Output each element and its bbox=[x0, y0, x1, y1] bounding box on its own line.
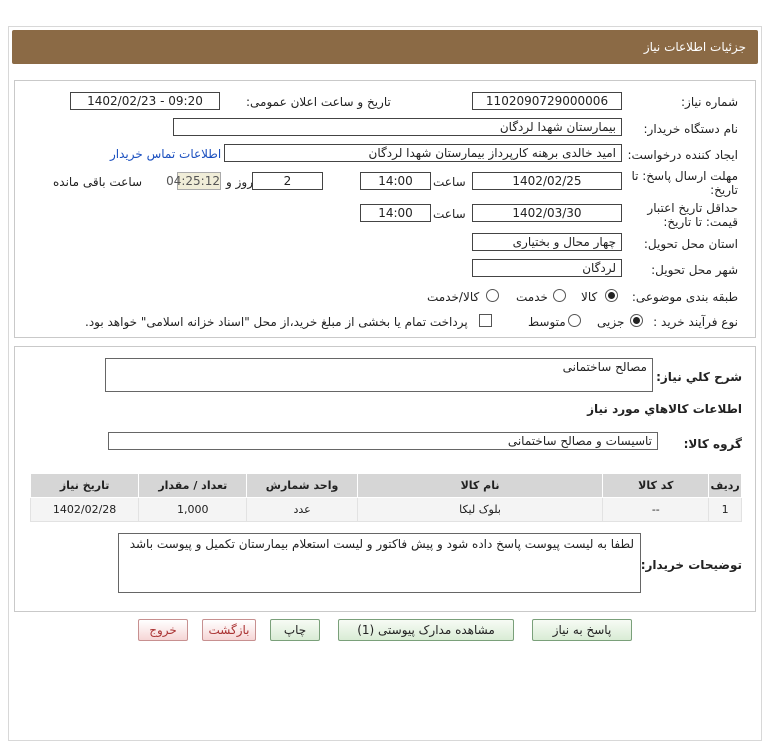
process-radio-medium[interactable] bbox=[568, 314, 581, 327]
reply-button[interactable]: پاسخ به نیاز bbox=[532, 619, 632, 641]
deadline-date-field: 1402/02/25 bbox=[472, 172, 622, 190]
validity-label-2: قیمت: تا تاریخ: bbox=[663, 215, 738, 229]
page-title: جزئیات اطلاعات نیاز bbox=[643, 40, 746, 54]
days-field: 2 bbox=[252, 172, 323, 190]
category-radio-service[interactable] bbox=[553, 289, 566, 302]
remaining-label: ساعت باقی مانده bbox=[53, 175, 143, 189]
process-option-medium: متوسط bbox=[528, 315, 566, 329]
buyer-org-field: بیمارستان شهدا لردگان bbox=[173, 118, 622, 136]
goods-group-field: تاسیسات و مصالح ساختمانی bbox=[108, 432, 658, 450]
need-description-label: شرح کلي نیاز: bbox=[656, 370, 742, 384]
category-radio-goods-service[interactable] bbox=[486, 289, 499, 302]
deadline-label-2: تاریخ: bbox=[710, 183, 738, 197]
buyer-notes-field: لطفا به لیست پیوست پاسخ داده شود و پیش فاکتور و لیست استعلام بیمارستان تکمیل و پیوست باشد bbox=[118, 533, 641, 593]
process-label: نوع فرآیند خرید : bbox=[653, 315, 738, 329]
validity-date-field: 1402/03/30 bbox=[472, 204, 622, 222]
col-unit: واحد شمارش bbox=[247, 474, 357, 498]
deadline-time-field: 14:00 bbox=[360, 172, 431, 190]
goods-group-label: گروه کالا: bbox=[683, 437, 742, 451]
remaining-time-field: 04:25:12 bbox=[166, 174, 220, 188]
col-qty: تعداد / مقدار bbox=[139, 474, 247, 498]
city-label: شهر محل تحویل: bbox=[651, 263, 738, 277]
buyer-org-label: نام دستگاه خریدار: bbox=[643, 122, 738, 136]
category-option-goods: کالا bbox=[581, 290, 598, 304]
cell-date: 1402/02/28 bbox=[31, 498, 139, 522]
cell-code: -- bbox=[603, 498, 709, 522]
days-label: روز و bbox=[226, 175, 253, 189]
exit-button[interactable]: خروج bbox=[138, 619, 188, 641]
cell-name: بلوک لیکا bbox=[357, 498, 603, 522]
need-number-label: شماره نیاز: bbox=[681, 95, 738, 109]
cell-row: 1 bbox=[709, 498, 742, 522]
attachments-button[interactable]: مشاهده مدارک پیوستی (1) bbox=[338, 619, 514, 641]
goods-info-title: اطلاعات کالاهاي مورد نیاز bbox=[587, 402, 742, 416]
creator-label: ایجاد کننده درخواست: bbox=[627, 148, 738, 162]
need-number-field: 1102090729000006 bbox=[472, 92, 622, 110]
creator-field: امید خالدی برهنه کارپرداز بیمارستان شهدا لردگان bbox=[224, 144, 622, 162]
payment-note: پرداخت تمام یا بخشی از مبلغ خرید،از محل "اسناد خزانه اسلامی" خواهد بود. bbox=[85, 315, 468, 329]
category-radio-goods[interactable] bbox=[605, 289, 618, 302]
validity-time-field: 14:00 bbox=[360, 204, 431, 222]
process-option-minor: جزیی bbox=[597, 315, 625, 329]
payment-checkbox[interactable] bbox=[479, 314, 492, 327]
city-field: لردگان bbox=[472, 259, 622, 277]
cell-unit: عدد bbox=[247, 498, 357, 522]
page-header bbox=[12, 30, 758, 64]
table-row bbox=[31, 498, 742, 522]
category-label: طبقه بندی موضوعی: bbox=[631, 290, 738, 304]
col-name: نام کالا bbox=[357, 474, 603, 498]
announce-label: تاریخ و ساعت اعلان عمومی: bbox=[246, 95, 391, 109]
need-description-field: مصالح ساختمانی bbox=[105, 358, 653, 392]
category-option-service: خدمت bbox=[516, 290, 548, 304]
col-row: ردیف bbox=[709, 474, 742, 498]
province-field: چهار محال و بختیاری bbox=[472, 233, 622, 251]
province-label: استان محل تحویل: bbox=[643, 237, 738, 251]
col-code: کد کالا bbox=[603, 474, 709, 498]
col-date: تاریخ نیاز bbox=[31, 474, 139, 498]
back-button[interactable]: بازگشت bbox=[202, 619, 256, 641]
validity-label-1: حداقل تاریخ اعتبار bbox=[647, 201, 738, 215]
category-option-goods-service: کالا/خدمت bbox=[427, 290, 480, 304]
announce-field: 1402/02/23 - 09:20 bbox=[70, 92, 220, 110]
goods-table bbox=[30, 473, 742, 522]
buyer-notes-label: توضیحات خریدار: bbox=[640, 558, 742, 572]
cell-qty: 1,000 bbox=[139, 498, 247, 522]
print-button[interactable]: چاپ bbox=[270, 619, 320, 641]
contact-buyer-link[interactable]: اطلاعات تماس خریدار bbox=[110, 147, 222, 161]
validity-time-label: ساعت bbox=[433, 207, 466, 221]
process-radio-minor[interactable] bbox=[630, 314, 643, 327]
deadline-time-label: ساعت bbox=[433, 175, 466, 189]
deadline-label-1: مهلت ارسال پاسخ: تا bbox=[631, 169, 738, 183]
